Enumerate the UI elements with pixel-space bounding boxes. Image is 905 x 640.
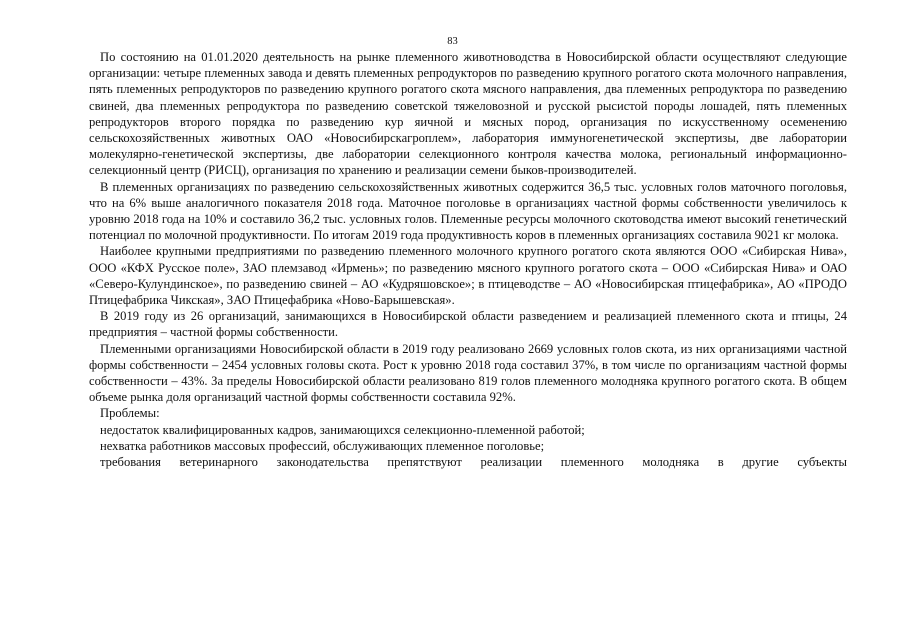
problem-item-veterinary-requirements: требования ветеринарного законодательства препятствуют реализации племенного молодняка в другие субъекты xyxy=(100,455,847,470)
page-number: 83 xyxy=(447,36,458,47)
paragraph-sales: Племенными организациями Новосибирской области в 2019 году реализовано 2669 условных голов скота, из них организациями частной формы собственности – 2454 условных головы скота. Рост к уровню 2018 года составил 37%, в том числе по организациям частной формы собственности – 43%. За пределы Новосибирской области реализовано 819 голов племенного молодняка крупного рогатого скота. В общем объеме рынка доля организаций частной формы собственности составила 92%. xyxy=(89,341,847,405)
paragraph-largest-enterprises: Наиболее крупными предприятиями по разведению племенного молочного крупного рогатого скота являются ООО «Сибирская Нива», ООО «КФХ Русское поле», ЗАО племзавод «Ирмень»; по разведению мясного крупного рогатого скота – ООО «Сибирская Нива» и ОАО «Северо-Кулундинское», по разведению свиней – АО «Кудряшовское»; в птицеводстве – АО «Новосибирская птицефабрика», АО «ПРОДО Птицефабрика Чикская», ЗАО Птицефабрика «Ново-Барышевская». xyxy=(89,244,847,308)
body-text xyxy=(89,49,847,470)
problem-item-qualified-staff: недостаток квалифицированных кадров, занимающихся селекционно-племенной работой; xyxy=(100,422,585,437)
paragraph-breeding-stock: В племенных организациях по разведению сельскохозяйственных животных содержится 36,5 тыс. условных голов маточного поголовья, что на 6% выше аналогичного показателя 2018 года. Маточное поголовье в организациях частной формы собственности увеличилось к уровню 2018 года на 10% и составило 36,2 тыс. условных голов. Племенные ресурсы молочного скотоводства имеют высокий генетический потенциал по молочной продуктивности. По итогам 2019 года продуктивность коров в племенных организациях составила 9021 кг молока. xyxy=(89,179,847,243)
paragraph-organization-count: В 2019 году из 26 организаций, занимающихся в Новосибирской области разведением и реализацией племенного скота и птицы, 24 предприятия – частной формы собственности. xyxy=(89,309,847,340)
problem-item-workers-shortage: нехватка работников массовых профессий, обслуживающих племенное поголовье; xyxy=(100,438,545,453)
paragraph-market-participants: По состоянию на 01.01.2020 деятельность на рынке племенного животноводства в Новосибирской области осуществляют следующие организации: четыре племенных завода и девять племенных репродукторов по разведению крупного рогатого скота молочного направления, пять племенных репродукторов по разведению крупного рогатого скота мясного направления, два племенных репродуктора по разведению свиней, два племенных репродуктора по разведению советской тяжеловозной и русской рысистой породы лошадей, пять племенных репродукторов второго порядка по разведению кур яичной и мясных пород, организация по искусственному осеменению сельскохозяйственных животных ОАО «Новосибирскагроплем», лаборатория иммуногенетической экспертизы, две лаборатории молекулярно-генетической экспертизы, две лаборатории селекционного контроля качества молока, региональный информационно-селекционный центр (РИСЦ), организация по хранению и реализации семени быков-производителей. xyxy=(89,50,847,178)
problems-heading: Проблемы: xyxy=(100,406,160,421)
